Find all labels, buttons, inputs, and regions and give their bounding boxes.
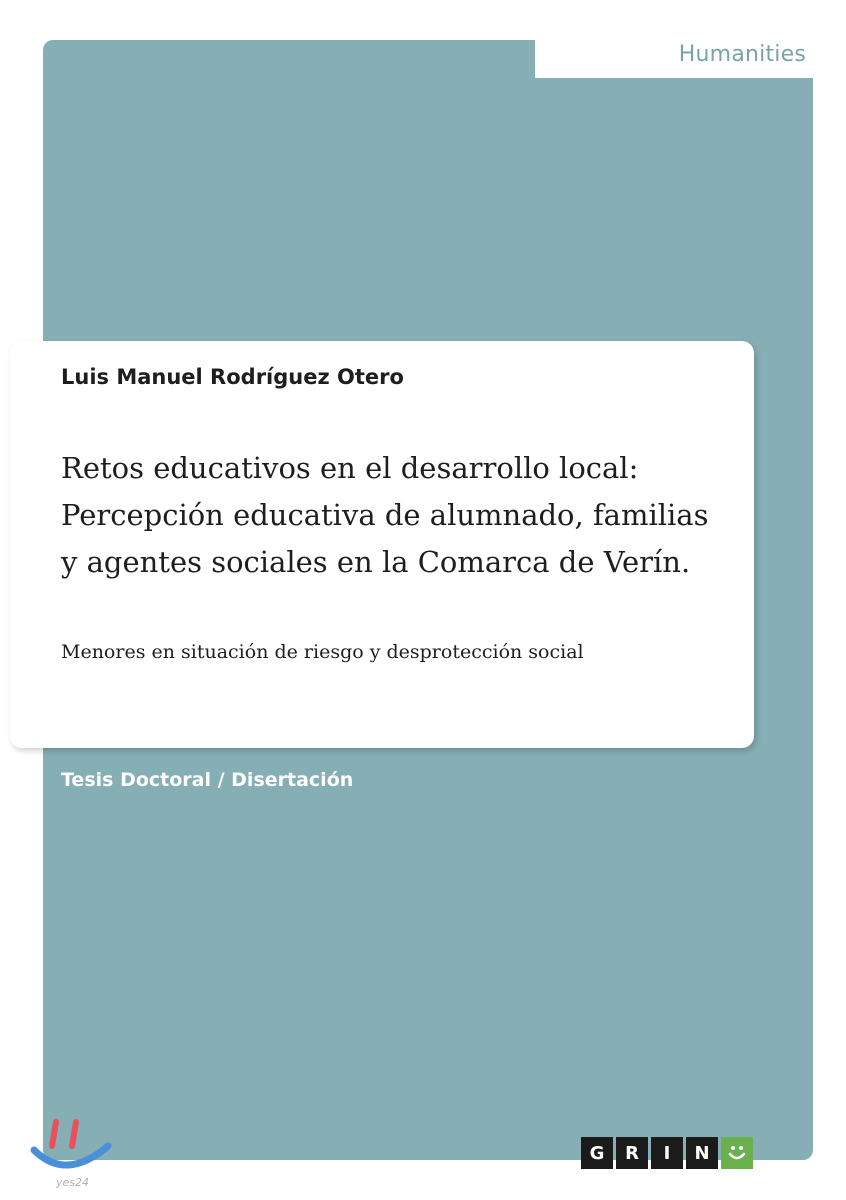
grin-letter-n: N [686, 1137, 718, 1169]
grin-letter-i: I [651, 1137, 683, 1169]
title-line: Retos educativos en el desarrollo local: [61, 451, 639, 485]
watermark-text: yes24 [56, 1176, 90, 1189]
document-type: Tesis Doctoral / Disertación [61, 769, 354, 791]
grin-letter-r: R [616, 1137, 648, 1169]
title-line: Percepción educativa de alumnado, familias [61, 498, 709, 532]
grin-logo [581, 1137, 753, 1169]
title-card [10, 341, 754, 748]
yes24-logo-icon [26, 1110, 116, 1190]
title-line: y agentes sociales en la Comarca de Verín. [61, 545, 691, 579]
book-title [61, 445, 751, 586]
category-label: Humanities [678, 42, 806, 67]
grin-letter-g: G [581, 1137, 613, 1169]
smile-icon [721, 1137, 753, 1169]
author-name: Luis Manuel Rodríguez Otero [61, 365, 404, 389]
book-subtitle: Menores en situación de riesgo y desprotección social [61, 641, 584, 663]
